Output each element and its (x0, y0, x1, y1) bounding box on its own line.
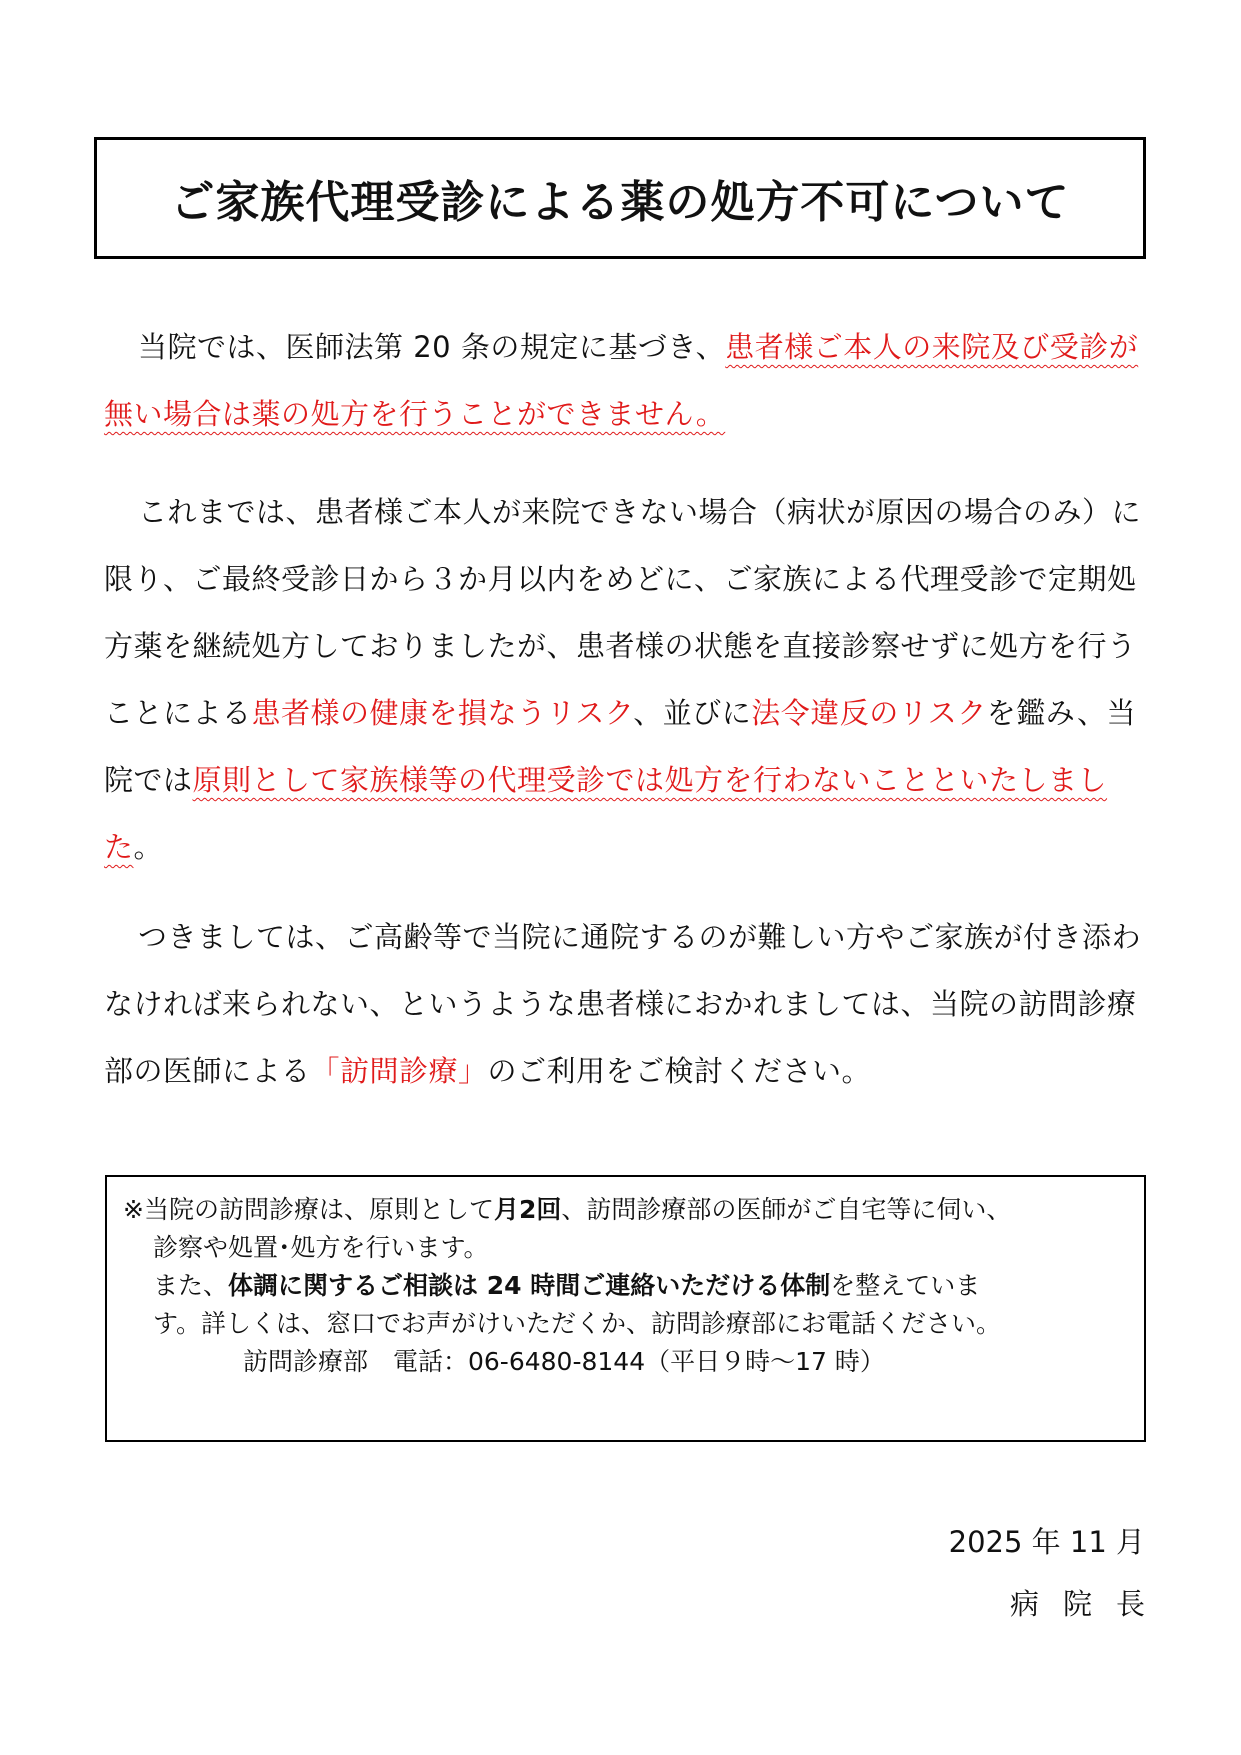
issue-date: 2025 年 11 月 (948, 1525, 1145, 1559)
note-line-1 (123, 1191, 1128, 1229)
background-text-2: 、並びに (633, 696, 752, 730)
policy-text: 当院では、医師法第 20 条の規定に基づき、 (138, 330, 726, 364)
paragraph-background (104, 479, 1144, 881)
home-visit-text-2: のご利用をご検討ください。 (487, 1054, 872, 1088)
note-bold-24h: 体調に関するご相談は 24 時間ご連絡いただける体制 (228, 1271, 831, 1300)
decision-highlight: 原則として家族様等の代理受診では処方を行わないことといたしました (104, 763, 1108, 864)
note-bold-twice-monthly: 月2回 (493, 1195, 562, 1224)
signature: 病院長 (1009, 1587, 1169, 1621)
home-visit-highlight: 「訪問診療」 (310, 1054, 488, 1088)
legal-risk-highlight: 法令違反のリスク (751, 696, 987, 730)
background-text-4: 。 (133, 830, 164, 864)
title-box (94, 137, 1146, 259)
home-visit-text-1: つきましては、ご高齢等で当院に通院するのが難しい方やご家族が付き添わなければ来られない、というような患者様におかれましては、当院の訪問診療部の医師による (104, 920, 1142, 1088)
background-text-1: これまでは、患者様ご本人が来院できない場合（病状が原因の場合のみ）に限り、ご最終受診日から３か月以内をめどに、ご家族による代理受診で定期処方薬を継続処方しておりましたが、患者様の状態を直接診察せずに処方を行うことによる (104, 495, 1142, 730)
note-line-4: す。詳しくは、窓口でお声がけいただくか、訪問診療部にお電話ください。 (153, 1309, 1002, 1338)
page-title: ご家族代理受診による薬の処方不可について (170, 177, 1070, 228)
policy-highlight: 患者様ご本人の来院及び受診が無い場合は薬の処方を行うことができません。 (104, 330, 1139, 431)
note-box (105, 1175, 1146, 1442)
health-risk-highlight: 患者様の健康を損なうリスク (251, 696, 634, 730)
note-text: また、 (153, 1271, 229, 1300)
note-phone: 訪問診療部 電話：06-6480-8144（平日９時～17 時） (243, 1347, 885, 1376)
note-line-2: 診察や処置･処方を行います。 (153, 1233, 489, 1262)
background-text-3: を鑑み、当院では (104, 696, 1136, 797)
paragraph-policy (104, 314, 1144, 448)
note-line-3 (123, 1267, 1128, 1305)
paragraph-home-visit (104, 904, 1144, 1105)
note-text: を整えていま (830, 1271, 981, 1300)
note-text: 、訪問診療部の医師がご自宅等に伺い、 (561, 1195, 1012, 1224)
note-text: ※当院の訪問診療は、原則として (123, 1195, 494, 1224)
